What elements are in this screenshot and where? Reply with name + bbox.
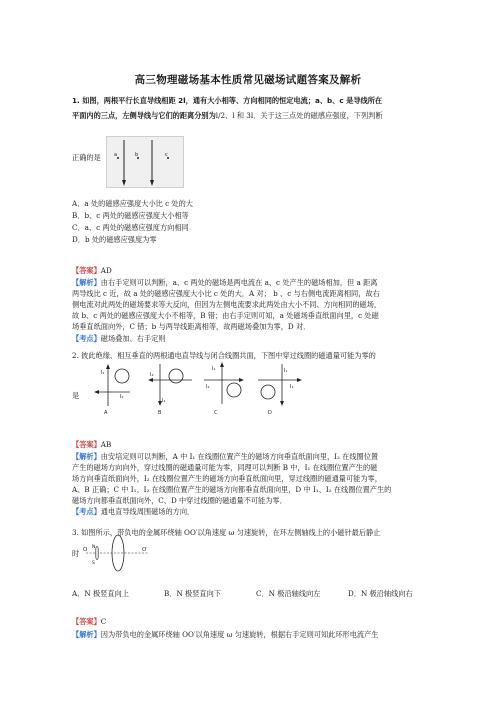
q3-needle: [95, 546, 98, 560]
q1-stem-line2: [72, 111, 383, 120]
q2-figure: [92, 360, 304, 416]
q1-option-c: C．a、c 两处的磁感应强度方向相同: [72, 223, 189, 232]
q2-figure-c: [204, 362, 244, 416]
q2-b-i2: I₂: [150, 372, 154, 378]
q3-analysis-text1: 因为带负电的金属环绕轴 OO′以角速度 ω 匀速旋转，根据右手定则可知此环形电流产生: [100, 630, 379, 639]
q3-stem-line2: 时: [72, 549, 80, 558]
q2-answer-tag: 【答案】: [72, 440, 101, 449]
q2-label-a: A: [104, 410, 108, 416]
q2-c-i1: I₁: [212, 366, 216, 372]
q1-stem-line2-c: 、l 和 3l．关于这三点处的磁感应强度，下列判断: [225, 111, 383, 120]
q1-analysis-line5: 场垂直纸面向外，C 错；b 与两导线距离相等，故两磁场叠加为零，D 对．: [72, 322, 311, 331]
q1-point-tag: 【考点】: [72, 334, 101, 343]
q1-analysis-text1: 由右手定则可以判断，a、c 两处的磁场是两电流在 a、c 处产生的磁场相加，但 a 距离: [100, 278, 378, 287]
q1-analysis-tag: 【解析】: [72, 278, 101, 287]
q2-analysis-line4: A、B 正确；C 中 I₁、I₂ 在线圈位置产生的磁场方向都垂直纸面向里，D 中 I₁、I₂ 在线圈位置产生的: [72, 485, 392, 494]
q2-label-b: B: [158, 410, 162, 416]
q1-point-a: [117, 157, 119, 159]
q3-analysis-line1: [72, 630, 378, 639]
q2-analysis-line3: 场方向垂直纸面向外，I₂ 在线圈位置产生的磁场方向垂直纸面向里，穿过线圈的磁通量可能为零，: [72, 474, 382, 483]
q2-figure-d: [258, 364, 302, 416]
q1-label-b: b: [135, 152, 139, 158]
q3-stem-line1: 3. 如图所示，带负电的金属环绕轴 OO′以角速度 ω 匀速旋转，在环左侧轴线上的小磁针最后静止: [72, 528, 381, 537]
q3-analysis-tag: 【解析】: [72, 630, 101, 639]
q3-options: [72, 589, 413, 598]
q2-a-i2: I₂: [120, 394, 124, 400]
page-title: 高三物理磁场基本性质常见磁场试题答案及解析: [134, 74, 362, 86]
q2-point-tag: 【考点】: [72, 507, 101, 516]
q1-figure: [106, 136, 184, 188]
q3-option-c: C．N 极沿轴线向左: [256, 589, 321, 598]
q2-analysis-line1: [72, 452, 378, 461]
q1-answer: [72, 266, 112, 275]
q1-analysis-line1: [72, 278, 377, 287]
q1-analysis-line3: 侧电流对此两处的磁场要求等大反向，但因为左侧电流要求此两处由大小不同、方向相同的磁场，: [72, 300, 382, 309]
q1-label-c: c: [165, 152, 168, 158]
q1-stem-line3: 正确的是: [72, 153, 101, 162]
q2-point: [72, 507, 194, 516]
q3-label-n: N: [92, 545, 96, 550]
q1-stem-line2-a: 平面内的三点，左侧导线与它们的距离分别为: [72, 111, 216, 120]
q1-point-text: 磁场叠加、右手定则: [100, 334, 166, 343]
q2-answer: [72, 440, 111, 449]
q2-answer-value: AB: [100, 440, 112, 449]
q3-label-s: S: [92, 561, 95, 566]
q2-label-d: D: [268, 410, 272, 416]
q3-option-b: B．N 极竖直向下: [164, 589, 221, 598]
q1-label-a: a: [114, 152, 118, 158]
q2-point-text: 通电直导线周围磁场的方向．: [100, 507, 195, 516]
q2-analysis-line2: 产生的磁场方向向外，穿过线圈的磁通量可能为零，同理可以判断 B 中，I₁ 在线圈位置产生的磁: [72, 463, 378, 472]
q2-analysis-tag: 【解析】: [72, 452, 101, 461]
q2-d-i2: I₂: [290, 384, 294, 390]
q2-label-c: C: [214, 410, 218, 416]
q2-c-i2: I₂: [206, 384, 210, 390]
q2-d-i1: I₁: [284, 368, 288, 374]
q1-stem-line1: 1. 如图，两根平行长直导线相距 2l，通有大小相等、方向相同的恒定电流；a、b、c 是导线所在: [72, 96, 383, 105]
q1-option-b: B．b、c 两处的磁感应强度大小相等: [72, 211, 189, 220]
q1-option-a: A．a 处的磁感应强度大小比 c 处的大: [72, 199, 193, 208]
q2-stem-line2: 是: [72, 391, 80, 400]
q3-figure: [80, 532, 154, 580]
q2-stem-line1: 2. 彼此绝缘、相互垂直的两根通电直导线与闭合线圈共面，下图中穿过线圈的磁通量可能为零的: [72, 351, 376, 360]
q2-figure-a: [94, 364, 130, 416]
q1-stem-fraction: l/2: [215, 111, 226, 120]
q3-answer-value: C: [100, 617, 107, 626]
q3-label-o: O: [83, 547, 88, 553]
q3-label-o-prime: O′: [142, 547, 148, 553]
q2-analysis-text1: 由安培定则可以判断，A 中 I₁ 在线圈位置产生的磁场方向垂直纸面向里，I₂ 在线圈位置: [100, 452, 379, 461]
q3-answer: [72, 617, 106, 626]
q1-point: [72, 334, 165, 343]
q2-analysis-line5: 磁场方向都垂直纸面向外，C、D 中穿过线圈的磁通量不可能为零．: [72, 496, 287, 505]
q2-b-i1: I₁: [162, 398, 166, 404]
q2-a-i1: I₁: [101, 370, 105, 376]
q3-option-a: A．N 极竖直向上: [72, 589, 129, 598]
q1-answer-value: AD: [100, 266, 112, 275]
q1-analysis-line2: 两导线比 c 近，故 a 处的磁感应强度大小比 c 处的大．A 对； b 、c 与右侧电流距离相同，故右: [72, 289, 380, 298]
q1-analysis-line4: 故 b、c 两处的磁感应强度大小不相等，B 错；由右手定则可知，a 处磁场垂直纸面向里，c 处磁: [72, 311, 379, 320]
q1-answer-tag: 【答案】: [72, 266, 101, 275]
q3-answer-tag: 【答案】: [72, 617, 101, 626]
q2-figure-b: [148, 364, 192, 416]
q3-option-d: D．N 极沿轴线向右: [348, 589, 413, 598]
q1-option-d: D．b 处的磁感应强度为零: [72, 235, 157, 244]
